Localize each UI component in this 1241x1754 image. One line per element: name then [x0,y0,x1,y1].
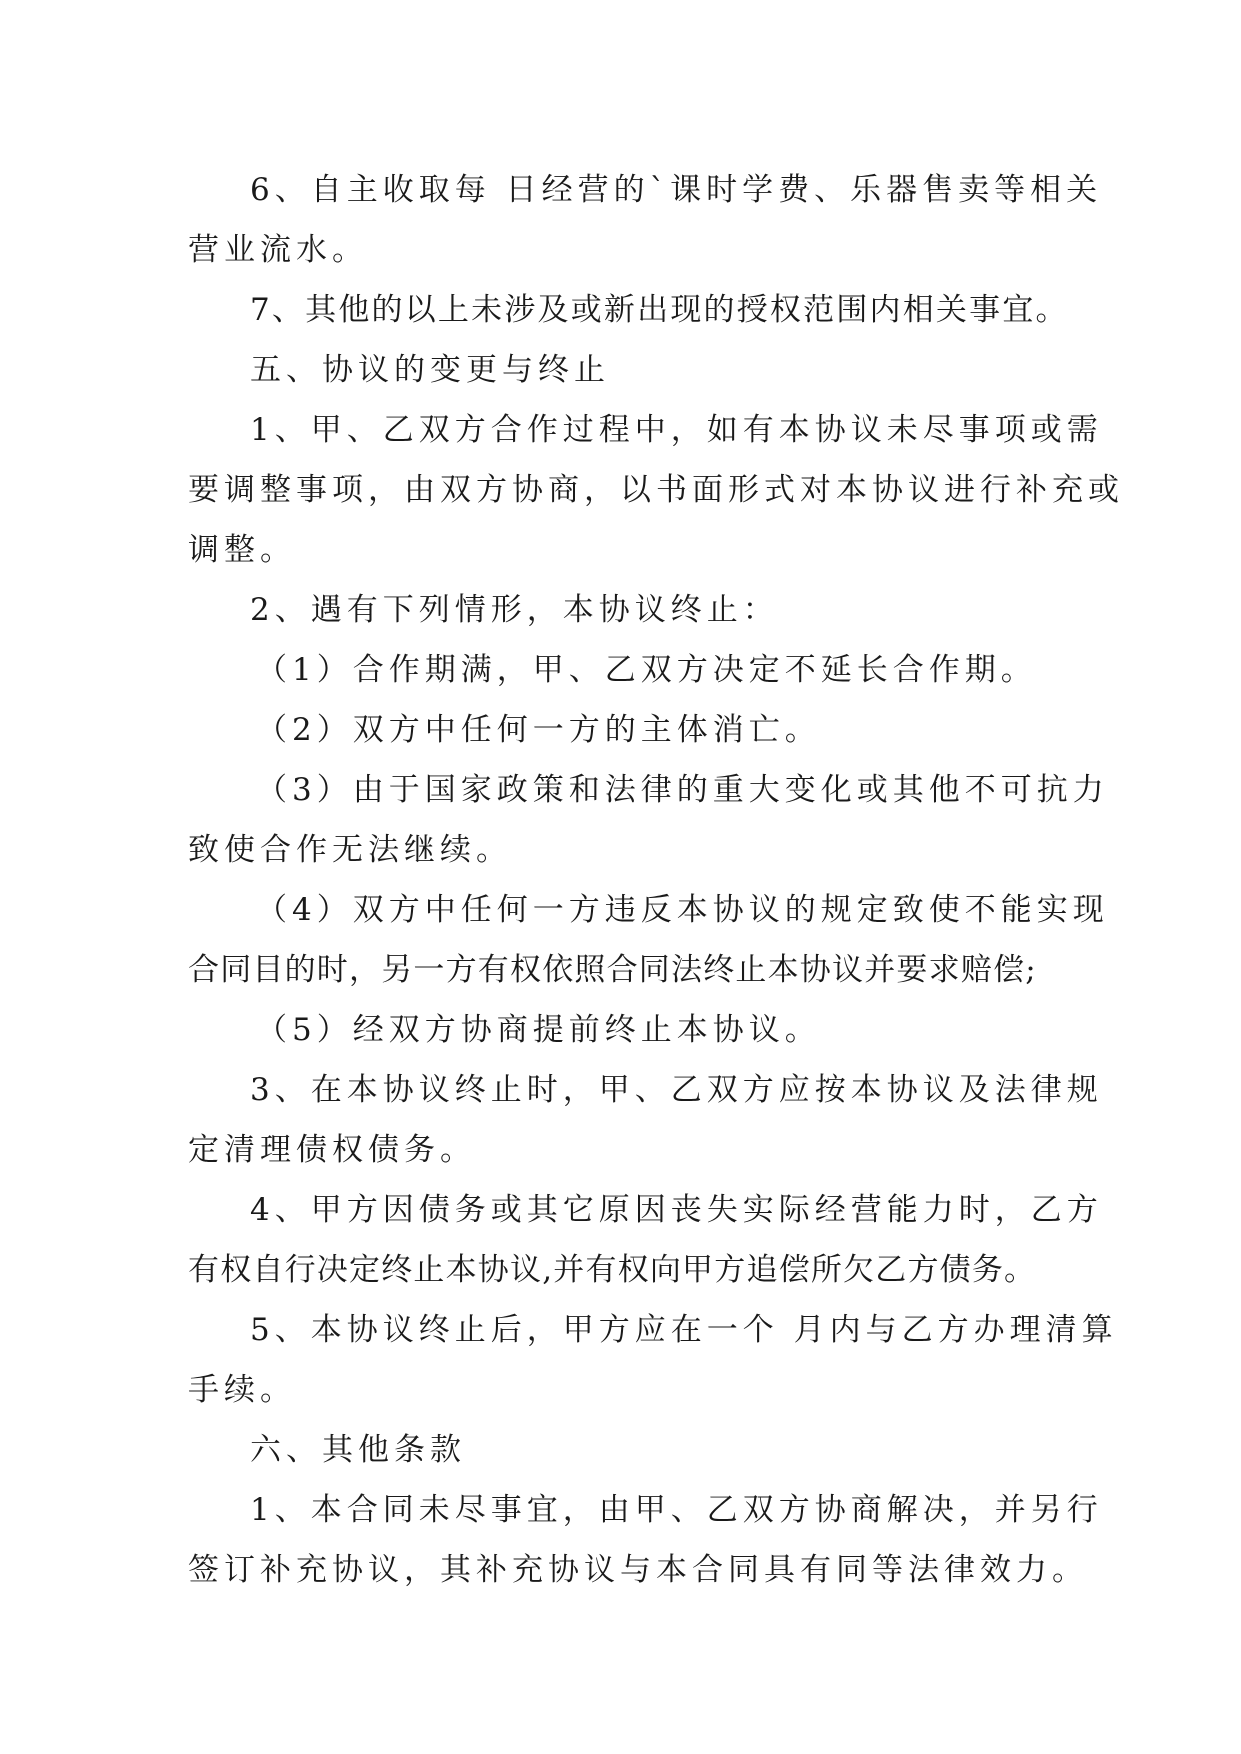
paragraph-line: 3、在本协议终止时，甲、乙双方应按本协议及法律规 [250,1072,1103,1108]
paragraph-line: 手续。 [188,1372,296,1408]
paragraph-line: 签订补充协议，其补充协议与本合同具有同等法律效力。 [188,1552,1088,1588]
paragraph-line: 1、甲、乙双方合作过程中，如有本协议未尽事项或需 [250,412,1103,448]
paragraph-line: 6、自主收取每 日经营的`课时学费、乐器售卖等相关 [250,172,1103,208]
paragraph-line: 5、本协议终止后，甲方应在一个 月内与乙方办理清算 [250,1312,1118,1348]
list-item: （3）由于国家政策和法律的重大变化或其他不可抗力 [256,772,1109,808]
paragraph-line: 有权自行决定终止本协议,并有权向甲方追偿所欠乙方债务。 [188,1252,1037,1288]
paragraph-line: 2、遇有下列情形，本协议终止： [250,592,779,628]
paragraph-line: 4、甲方因债务或其它原因丧失实际经营能力时，乙方 [250,1192,1103,1228]
paragraph-line: 致使合作无法继续。 [188,832,512,868]
paragraph-line: 定清理债权债务。 [188,1132,476,1168]
paragraph-line: 1、本合同未尽事宜，由甲、乙双方协商解决，并另行 [250,1492,1103,1528]
paragraph-line: 合同目的时，另一方有权依照合同法终止本协议并要求赔偿; [188,952,1037,988]
paragraph-line: 营业流水。 [188,232,368,268]
paragraph-line: 调整。 [188,532,296,568]
list-item: （5）经双方协商提前终止本协议。 [256,1012,821,1048]
list-item: （1）合作期满，甲、乙双方决定不延长合作期。 [256,652,1037,688]
section-heading: 六、其他条款 [250,1432,466,1468]
paragraph-line: 7、其他的以上未涉及或新出现的授权范围内相关事宜。 [250,292,1069,328]
list-item: （4）双方中任何一方违反本协议的规定致使不能实现 [256,892,1109,928]
document-body [188,160,1124,1600]
paragraph-line: 要调整事项，由双方协商，以书面形式对本协议进行补充或 [188,472,1124,508]
section-heading: 五、协议的变更与终止 [250,352,610,388]
list-item: （2）双方中任何一方的主体消亡。 [256,712,821,748]
